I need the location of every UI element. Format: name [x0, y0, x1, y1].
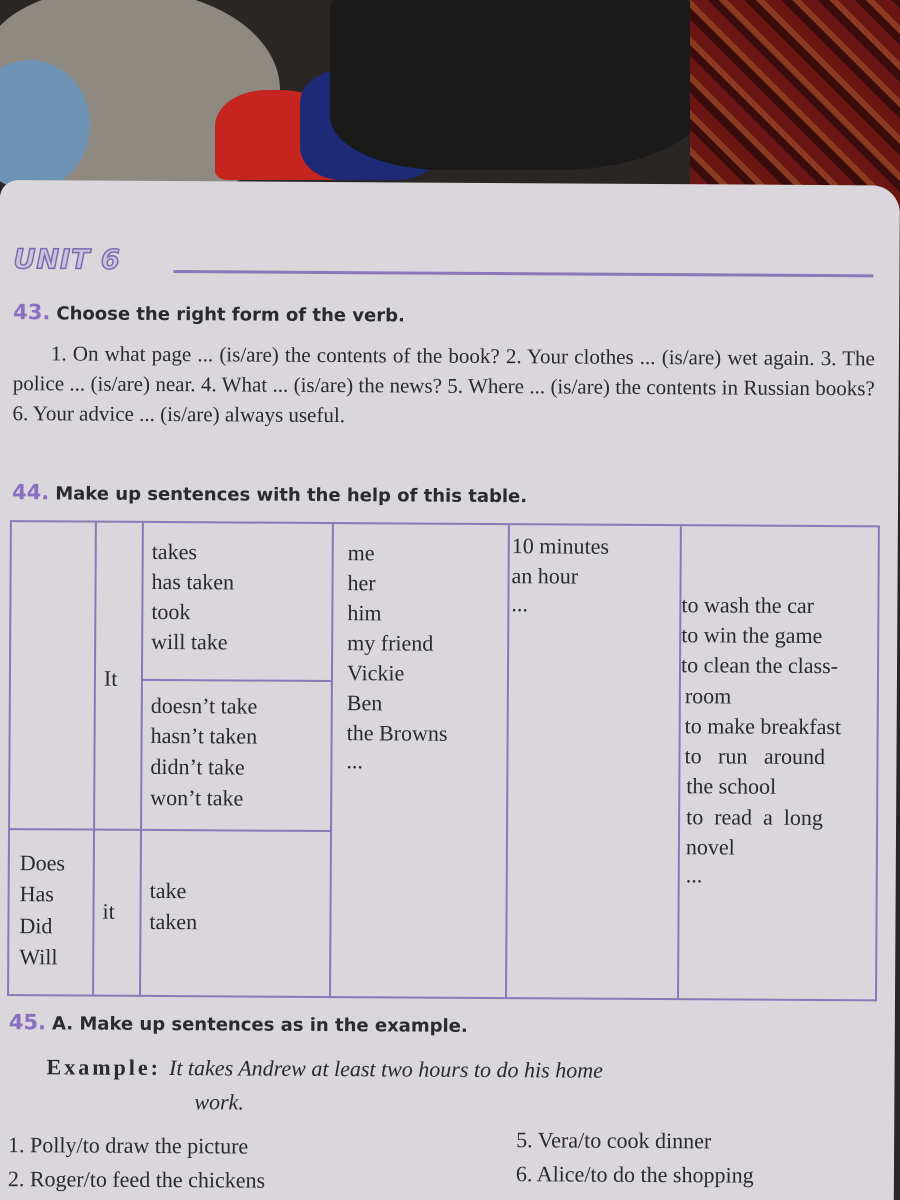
table-action: the school	[686, 773, 777, 799]
table-action: ...	[685, 862, 703, 888]
exercise-43-heading	[13, 300, 405, 326]
table-verb-negative: won’t take	[150, 784, 244, 811]
table-divider	[141, 679, 331, 682]
book-page	[0, 180, 900, 1200]
table-verb: has taken	[151, 568, 235, 595]
table-action: to wash the car	[681, 592, 815, 618]
table-verb-negative: didn’t take	[150, 753, 245, 780]
exercise-43-text	[12, 338, 875, 433]
unit-logo: UNIT 6	[13, 244, 121, 276]
exercise-44-title: Make up sentences with the help of this table.	[55, 483, 528, 508]
table-action: room	[684, 683, 732, 709]
table-object: my friend	[347, 630, 434, 656]
table-object: ...	[346, 748, 364, 774]
table-divider	[329, 524, 334, 996]
table-action: to make breakfast	[684, 713, 842, 740]
table-divider	[139, 523, 144, 995]
exercise-43-body: 1. On what page ... (is/are) the contents of the book? 2. Your clothes ... (is/are) wet again. 3. The police ... (is/are) near. 4. What ... (is/are) the news? 5. Where ... (is/are) the contents in Russian books? 6. Your advice ... (is/are) always useful.	[12, 341, 876, 428]
exercise-43-title: Choose the right form of the verb.	[56, 303, 405, 327]
substitution-table	[7, 520, 880, 1001]
exercise-43-number: 43.	[13, 300, 51, 325]
table-subject: It	[103, 665, 118, 691]
task-list-left	[8, 1128, 266, 1198]
dark-cloth	[330, 0, 710, 170]
table-verb-question: take	[149, 877, 187, 904]
table-time: 10 minutes	[511, 533, 610, 559]
table-object: me	[347, 540, 375, 566]
table-object: Vickie	[346, 660, 405, 686]
example-label: Example:	[46, 1054, 162, 1080]
table-object: the Browns	[346, 720, 448, 746]
table-auxiliary: Will	[19, 944, 58, 970]
table-auxiliary: Has	[19, 881, 54, 907]
example-block	[46, 1050, 886, 1123]
list-item: 6. Alice/to do the shopping	[515, 1161, 754, 1188]
table-verb-negative: hasn’t taken	[150, 722, 258, 749]
table-action: to win the game	[681, 622, 823, 649]
exercise-45-number: 45.	[8, 1010, 47, 1035]
exercise-44-heading	[12, 480, 527, 507]
table-action: to read a long	[686, 804, 824, 831]
list-item: 2. Roger/to feed the chickens	[7, 1166, 266, 1193]
example-text: It takes Andrew at least two hours to do his home	[168, 1055, 603, 1083]
unit-rule	[173, 270, 873, 277]
table-verb: took	[151, 598, 191, 625]
list-item: 5. Vera/to cook dinner	[516, 1127, 712, 1154]
table-time: an hour	[511, 563, 579, 589]
table-action: novel	[685, 834, 735, 860]
exercise-45-heading	[9, 1010, 468, 1037]
table-object: her	[347, 570, 376, 596]
unit-header	[13, 242, 873, 287]
table-time: ...	[511, 591, 528, 617]
table-action: to clean the class-	[680, 652, 839, 679]
task-list-right	[516, 1123, 754, 1192]
table-verb: takes	[151, 538, 198, 565]
table-divider	[505, 525, 510, 997]
table-verb-question: taken	[149, 908, 198, 935]
table-subject-question: it	[102, 898, 115, 924]
table-auxiliary: Does	[19, 850, 66, 876]
table-action: to run around	[684, 743, 826, 770]
exercise-44-number: 44.	[12, 480, 50, 505]
table-divider	[10, 828, 330, 832]
example-continuation: work.	[194, 1089, 244, 1115]
table-auxiliary: Did	[19, 913, 53, 939]
table-object: him	[347, 600, 382, 626]
table-object: Ben	[346, 690, 383, 716]
table-divider	[92, 523, 97, 995]
table-verb: will take	[151, 628, 228, 655]
list-item: 1. Polly/to draw the picture	[8, 1132, 249, 1159]
table-verb-negative: doesn’t take	[150, 692, 258, 719]
exercise-45-title: A. Make up sentences as in the example.	[51, 1013, 468, 1037]
